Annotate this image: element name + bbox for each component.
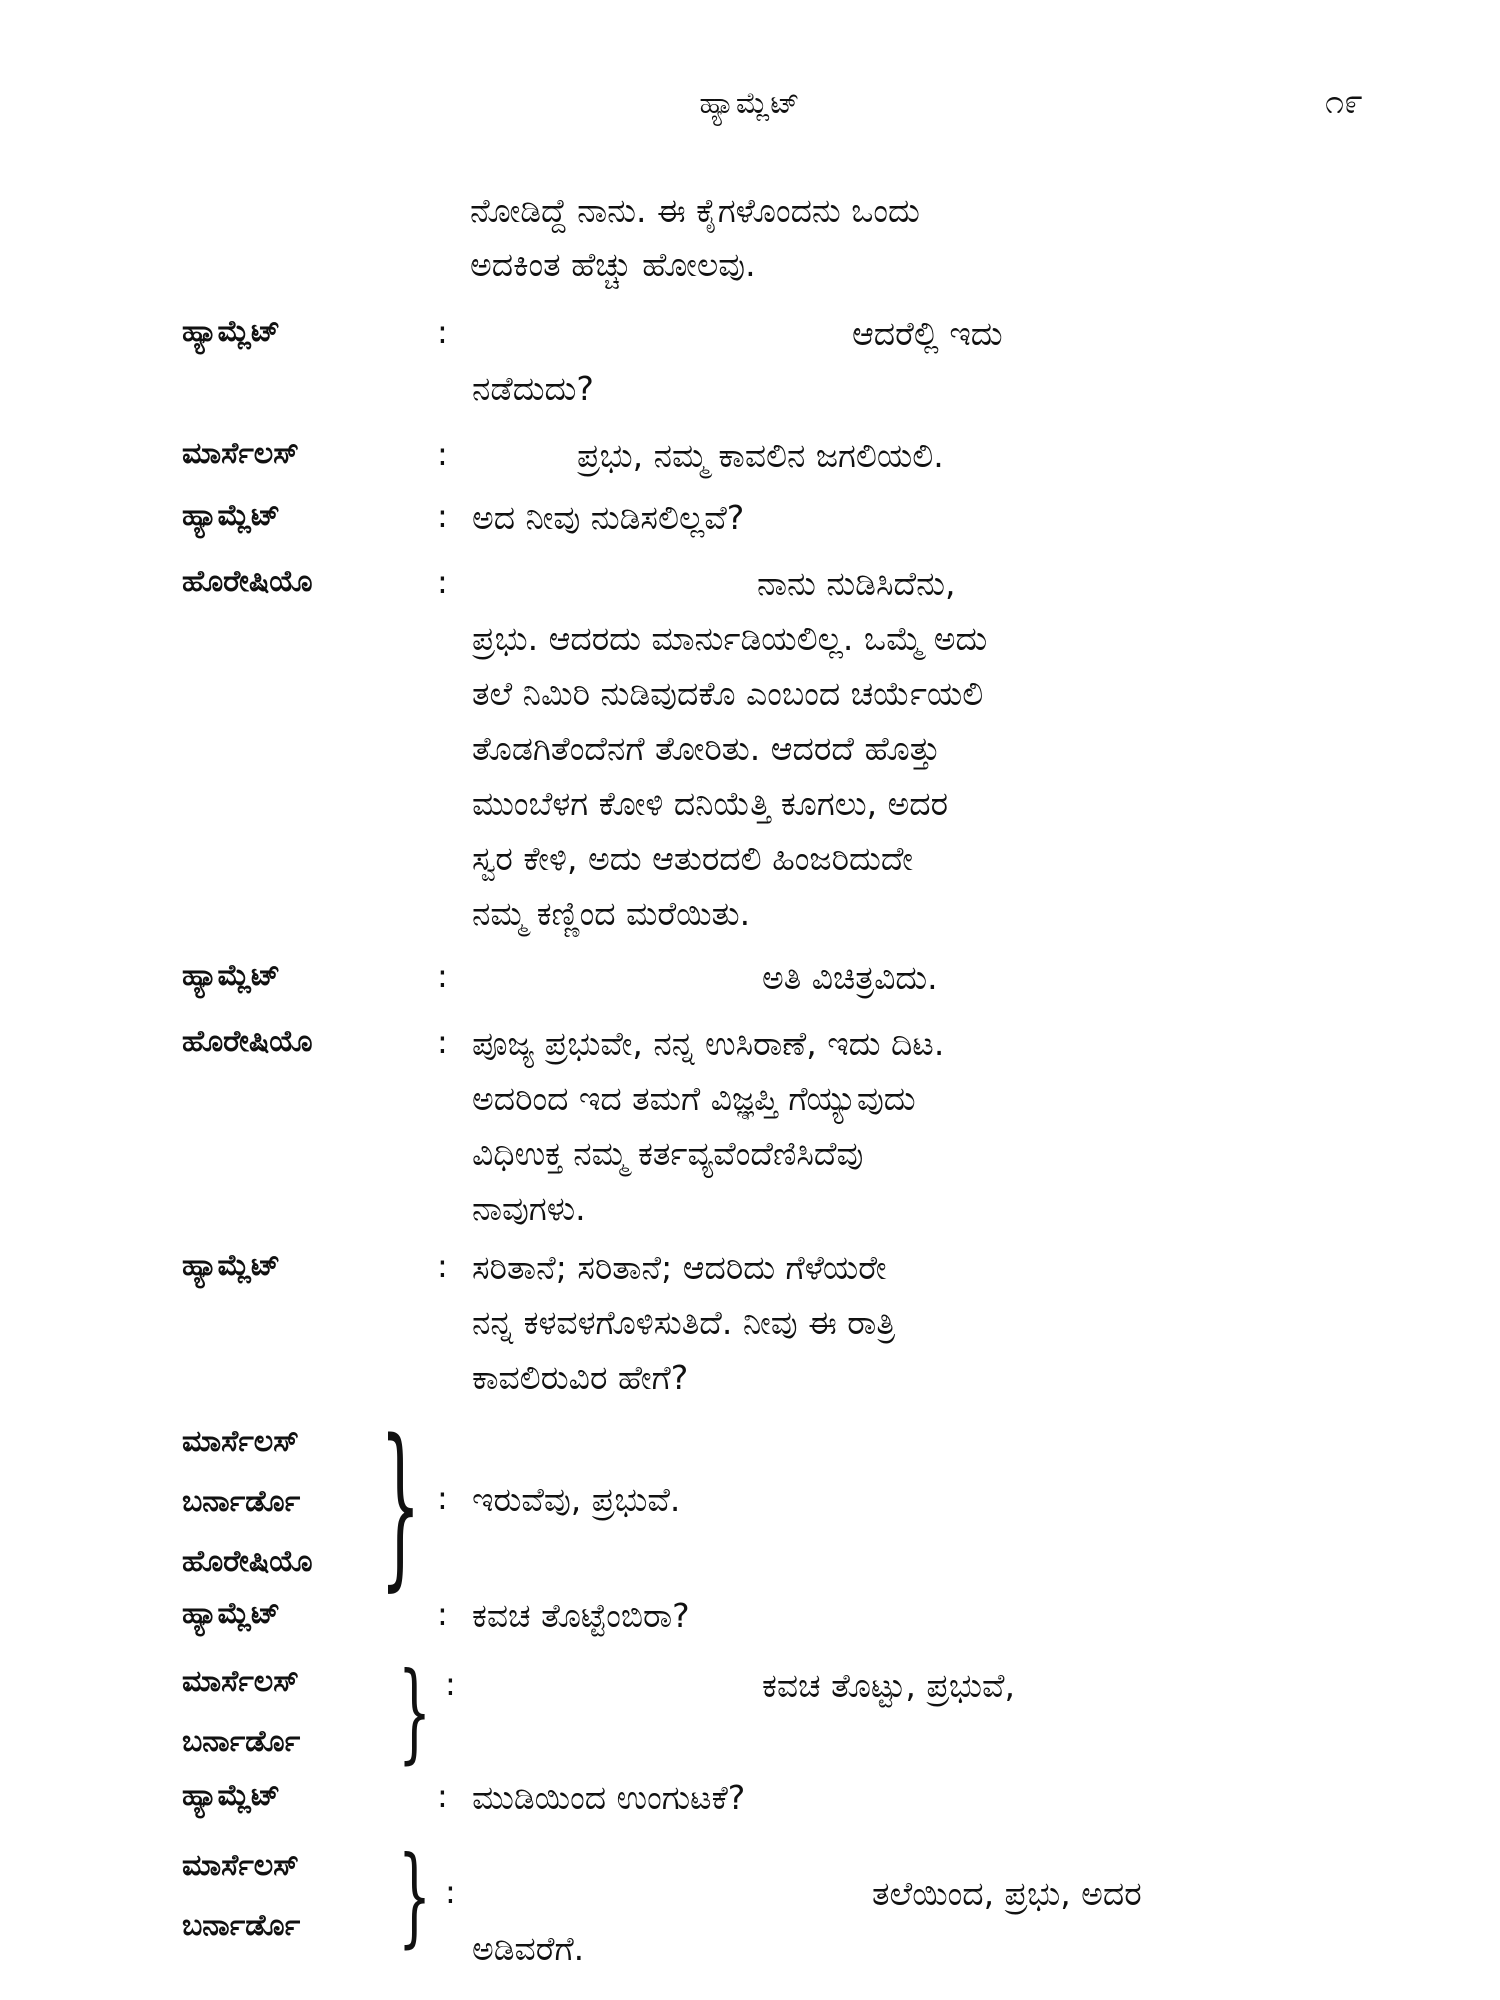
verse-line: ಕವಚ ತೊಟ್ಟು, ಪ್ರಭುವೆ, (762, 1666, 1015, 1705)
speaker-name: ಬರ್ನಾರ್ಡೊ (182, 1484, 301, 1519)
colon-separator: : (437, 1479, 448, 1517)
verse-line: ಸ್ವರ ಕೇಳಿ, ಅದು ಆತುರದಲಿ ಹಿಂಜರಿದುದೇ (472, 839, 913, 878)
verse-line: ಮುಂಬೆಳಗ ಕೋಳಿ ದನಿಯೆತ್ತಿ ಕೂಗಲು, ಅದರ (472, 784, 949, 823)
verse-line: ಅದಕಿಂತ ಹೆಚ್ಚು ಹೋಲವು. (470, 245, 756, 284)
verse-line: ಅತಿ ವಿಚಿತ್ರವಿದು. (762, 958, 938, 997)
speech-lines (472, 1240, 895, 1405)
colon-separator: : (445, 1873, 456, 1911)
speaker-group (182, 1652, 300, 1772)
speaker-name: ಮಾರ್ಸೆಲಸ್ (182, 1424, 299, 1459)
speech-lines (472, 950, 938, 1005)
verse-line: ಪ್ರಭು, ನಮ್ಮ ಕಾವಲಿನ ಜಗಲಿಯಲಿ. (577, 436, 944, 475)
colon-separator: : (445, 1665, 456, 1703)
colon-separator: : (437, 563, 448, 601)
verse-line: ಅದ ನೀವು ನುಡಿಸಲಿಲ್ಲವೆ? (472, 498, 745, 537)
speaker-name: ಹ್ಯಾಮ್ಲೆಟ್ (182, 1248, 281, 1283)
verse-line: ಕಾವಲಿರುವಿರ ಹೇಗೆ? (472, 1358, 689, 1397)
verse-line: ತಲೆ ನಿಮಿರಿ ನುಡಿವುದಕೊ ಎಂಬಂದ ಚರ್ಯೆಯಲಿ (472, 674, 984, 713)
verse-line: ಕವಚ ತೊಟ್ಟೆಂಬಿರಾ? (472, 1596, 690, 1635)
verse-line: ಆದರೆಲ್ಲಿ ಇದು (852, 314, 1003, 353)
speaker-group (182, 1836, 300, 1956)
verse-line: ನಾವುಗಳು. (472, 1189, 586, 1228)
speaker-name: ಮಾರ್ಸೆಲಸ್ (182, 1664, 299, 1699)
speech-lines (472, 556, 987, 941)
speaker-name: ಹೊರೇಷಿಯೊ (182, 1024, 313, 1059)
speaker-group-brace: } (380, 1406, 421, 1610)
continued-verse (470, 184, 920, 292)
speaker-name: ಹ್ಯಾಮ್ಲೆಟ್ (182, 498, 281, 533)
verse-line: ನನ್ನ ಕಳವಳಗೊಳಿಸುತಿದೆ. ನೀವು ಈ ರಾತ್ರಿ (472, 1303, 896, 1342)
speaker-name: ಹೊರೇಷಿಯೊ (182, 564, 313, 599)
verse-line: ಪ್ರಭು. ಆದರದು ಮಾರ್ನುಡಿಯಲಿಲ್ಲ. ಒಮ್ಮೆ ಅದು (472, 619, 988, 658)
speech-lines (472, 1866, 1142, 1976)
speaker-group-brace: } (398, 1651, 432, 1777)
speech-lines (472, 1770, 745, 1825)
speaker-name: ಹ್ಯಾಮ್ಲೆಟ್ (182, 314, 281, 349)
colon-separator: : (437, 435, 448, 473)
speech-lines (472, 306, 1003, 416)
colon-separator: : (437, 497, 448, 535)
speech-lines (472, 1658, 1015, 1713)
verse-line: ಮುಡಿಯಿಂದ ಉಂಗುಟಕೆ? (472, 1778, 746, 1817)
speaker-name: ಹೊರೇಷಿಯೊ (182, 1544, 313, 1579)
speaker-name: ಬರ್ನಾರ್ಡೊ (182, 1908, 301, 1943)
verse-line: ನಮ್ಮ ಕಣ್ಣಿಂದ ಮರೆಯಿತು. (472, 894, 751, 933)
verse-line: ನಡೆದುದು? (472, 369, 594, 408)
speech-lines (472, 490, 744, 545)
colon-separator: : (437, 1247, 448, 1285)
colon-separator: : (437, 1777, 448, 1815)
speaker-group-brace: } (398, 1835, 432, 1961)
speaker-name: ಹ್ಯಾಮ್ಲೆಟ್ (182, 958, 281, 993)
verse-line: ಅಡಿವರೆಗೆ. (472, 1929, 585, 1968)
verse-line: ನೋಡಿದ್ದೆ ನಾನು. ಈ ಕೈಗಳೊಂದನು ಒಂದು (470, 191, 920, 230)
verse-line: ಸರಿತಾನೆ; ಸರಿತಾನೆ; ಆದರಿದು ಗೆಳೆಯರೇ (472, 1248, 887, 1287)
verse-line: ವಿಧಿಉಕ್ತ ನಮ್ಮ ಕರ್ತವ್ಯವೆಂದೆಣಿಸಿದೆವು (472, 1134, 864, 1173)
speaker-name: ಬರ್ನಾರ್ಡೊ (182, 1724, 301, 1759)
speaker-name: ಹ್ಯಾಮ್ಲೆಟ್ (182, 1778, 281, 1813)
verse-line: ತೊಡಗಿತೆಂದೆನಗೆ ತೋರಿತು. ಆದರದೆ ಹೊತ್ತು (472, 729, 941, 768)
colon-separator: : (437, 1595, 448, 1633)
speech-lines (472, 1588, 690, 1643)
page-header-title: ಹ್ಯಾಮ್ಲೆಟ್ (699, 86, 801, 121)
speaker-name: ಹ್ಯಾಮ್ಲೆಟ್ (182, 1596, 281, 1631)
speech-lines (472, 1472, 680, 1527)
colon-separator: : (437, 1023, 448, 1061)
verse-line: ತಲೆಯಿಂದ, ಪ್ರಭು, ಅದರ (872, 1874, 1142, 1913)
speaker-name: ಮಾರ್ಸೆಲಸ್ (182, 436, 299, 471)
colon-separator: : (437, 957, 448, 995)
verse-line: ಪೂಜ್ಯ ಪ್ರಭುವೇ, ನನ್ನ ಉಸಿರಾಣೆ, ಇದು ದಿಟ. (472, 1024, 945, 1063)
verse-line: ಅದರಿಂದ ಇದ ತಮಗೆ ವಿಜ್ಞಪ್ತಿ ಗೆಯ್ಯುವುದು (472, 1079, 916, 1118)
speaker-group (182, 1412, 312, 1592)
verse-line: ಇರುವೆವು, ಪ್ರಭುವೆ. (472, 1480, 681, 1519)
speech-lines (472, 1016, 944, 1236)
verse-line: ನಾನು ನುಡಿಸಿದೆನು, (757, 564, 956, 603)
colon-separator: : (437, 313, 448, 351)
page-number: ೧೯ (1325, 82, 1364, 122)
speaker-name: ಮಾರ್ಸೆಲಸ್ (182, 1848, 299, 1883)
speech-lines (472, 428, 944, 483)
